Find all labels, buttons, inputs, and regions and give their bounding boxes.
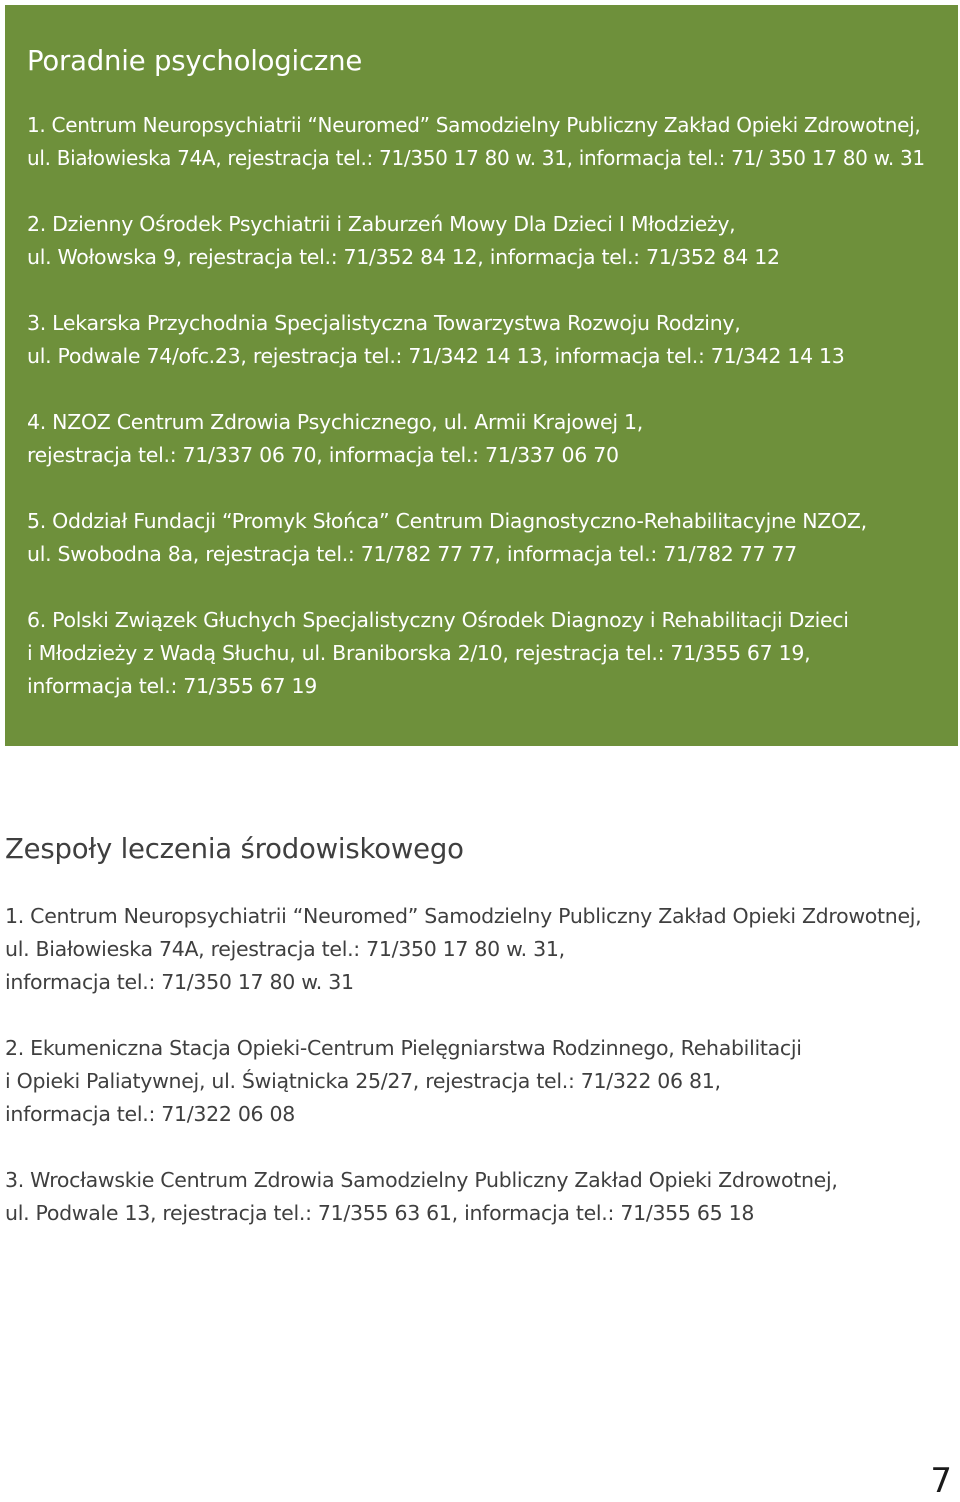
- list-item: [27, 307, 938, 373]
- entry-line: ul. Podwale 13, rejestracja tel.: 71/355 63 61, informacja tel.: 71/355 65 18: [5, 1201, 755, 1225]
- entry-line: ul. Białowieska 74A, rejestracja tel.: 71/350 17 80 w. 31,: [5, 937, 565, 961]
- entry-line: 2. Ekumeniczna Stacja Opieki-Centrum Pielęgniarstwa Rodzinnego, Rehabilitacji: [5, 1036, 802, 1060]
- list-item: [5, 1164, 950, 1230]
- entry-line: 6. Polski Związek Głuchych Specjalistyczny Ośrodek Diagnozy i Rehabilitacji Dzieci: [27, 608, 849, 632]
- entry-line: informacja tel.: 71/355 67 19: [27, 674, 318, 698]
- section-title-poradnie: Poradnie psychologiczne: [27, 45, 363, 77]
- entry-line: ul. Białowieska 74A, rejestracja tel.: 71/350 17 80 w. 31, informacja tel.: 71/ 350 17 80 w. 31: [27, 146, 925, 170]
- page-number: 7: [930, 1461, 952, 1501]
- section-title-zespoly: Zespoły leczenia środowiskowego: [5, 833, 464, 865]
- entry-line: rejestracja tel.: 71/337 06 70, informacja tel.: 71/337 06 70: [27, 443, 619, 467]
- list-item: [5, 1032, 950, 1131]
- list-item: [27, 406, 938, 472]
- entry-line: ul. Wołowska 9, rejestracja tel.: 71/352 84 12, informacja tel.: 71/352 84 12: [27, 245, 780, 269]
- entry-line: 3. Wrocławskie Centrum Zdrowia Samodzielny Publiczny Zakład Opieki Zdrowotnej,: [5, 1168, 838, 1192]
- list-item: [27, 604, 938, 703]
- entry-line: 1. Centrum Neuropsychiatrii “Neuromed” Samodzielny Publiczny Zakład Opieki Zdrowotnej,: [5, 904, 922, 928]
- green-info-box: [5, 5, 958, 746]
- list-item: [27, 208, 938, 274]
- plain-section: [5, 828, 950, 1263]
- entry-line: i Młodzieży z Wadą Słuchu, ul. Braniborska 2/10, rejestracja tel.: 71/355 67 19,: [27, 641, 811, 665]
- list-item: [5, 900, 950, 999]
- entry-line: ul. Swobodna 8a, rejestracja tel.: 71/782 77 77, informacja tel.: 71/782 77 77: [27, 542, 797, 566]
- entry-line: informacja tel.: 71/350 17 80 w. 31: [5, 970, 354, 994]
- entry-line: ul. Podwale 74/ofc.23, rejestracja tel.: 71/342 14 13, informacja tel.: 71/342 14 13: [27, 344, 845, 368]
- entry-line: 4. NZOZ Centrum Zdrowia Psychicznego, ul. Armii Krajowej 1,: [27, 410, 643, 434]
- list-item: [27, 505, 938, 571]
- entry-line: 1. Centrum Neuropsychiatrii “Neuromed” Samodzielny Publiczny Zakład Opieki Zdrowotnej,: [27, 113, 921, 137]
- entry-line: 2. Dzienny Ośrodek Psychiatrii i Zaburzeń Mowy Dla Dzieci I Młodzieży,: [27, 212, 736, 236]
- list-item: [27, 109, 938, 175]
- entry-line: informacja tel.: 71/322 06 08: [5, 1102, 296, 1126]
- entry-line: 5. Oddział Fundacji “Promyk Słońca” Centrum Diagnostyczno-Rehabilitacyjne NZOZ,: [27, 509, 867, 533]
- entry-line: 3. Lekarska Przychodnia Specjalistyczna Towarzystwa Rozwoju Rodziny,: [27, 311, 741, 335]
- entry-line: i Opieki Paliatywnej, ul. Świątnicka 25/27, rejestracja tel.: 71/322 06 81,: [5, 1069, 721, 1093]
